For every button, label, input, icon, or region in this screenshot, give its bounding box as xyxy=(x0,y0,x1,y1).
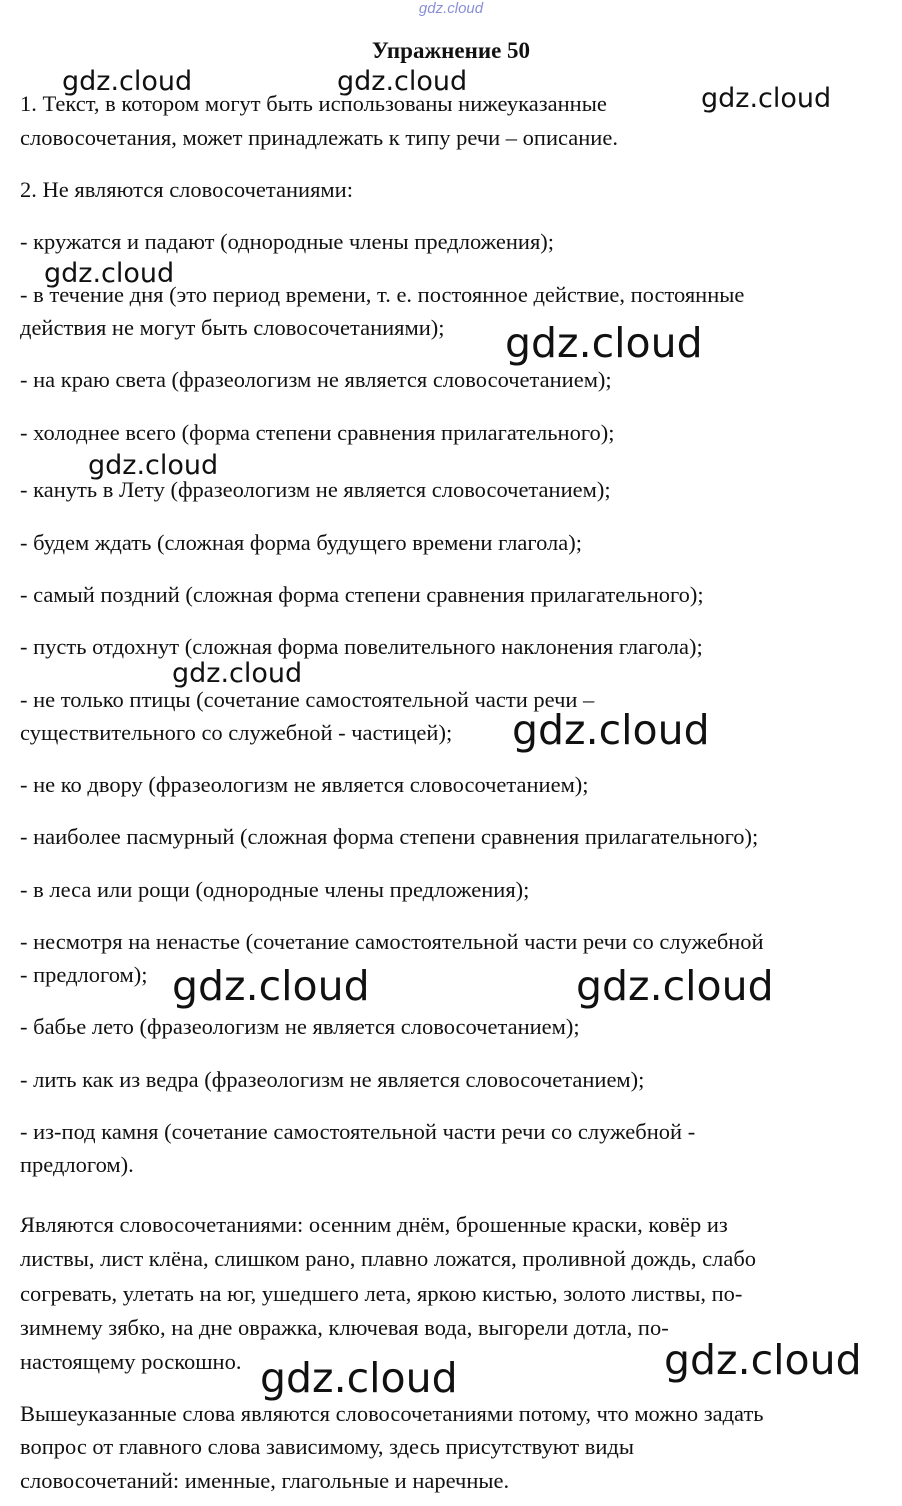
watermark: gdz.cloud xyxy=(512,706,710,754)
watermark: gdz.cloud xyxy=(88,450,219,481)
watermark: gdz.cloud xyxy=(576,962,774,1010)
text-line: зимнему зябко, на дне овражка, ключевая вода, выгорели дотла, по- xyxy=(20,1315,669,1340)
text-line: - наиболее пасмурный (сложная форма степени сравнения прилагательного); xyxy=(20,824,759,849)
site-mark: gdz.cloud xyxy=(418,0,484,17)
watermark: gdz.cloud xyxy=(701,83,832,114)
text-line: листвы, лист клёна, слишком рано, плавно ложатся, проливной дождь, слабо xyxy=(20,1246,757,1271)
text-line: - лить как из ведра (фразеологизм не является словосочетанием); xyxy=(20,1067,645,1092)
text-line: - кружатся и падают (однородные члены предложения); xyxy=(20,229,555,254)
watermark: gdz.cloud xyxy=(337,66,468,97)
watermark: gdz.cloud xyxy=(44,258,175,289)
text-line: - несмотря на ненастье (сочетание самостоятельной части речи со служебной xyxy=(20,929,764,954)
text-line: - кануть в Лету (фразеологизм не является словосочетанием); xyxy=(20,477,611,502)
watermark: gdz.cloud xyxy=(172,658,303,689)
watermark: gdz.cloud xyxy=(172,962,370,1010)
text-line: существительного со служебной - частицей); xyxy=(20,720,453,745)
text-line: - на краю света (фразеологизм не является словосочетанием); xyxy=(20,367,612,392)
text-line: - бабье лето (фразеологизм не является словосочетанием); xyxy=(20,1014,580,1039)
text-line: - в течение дня (это период времени, т. е. постоянное действие, постоянные xyxy=(20,282,745,307)
text-line: предлогом). xyxy=(20,1152,134,1177)
page-title: Упражнение 50 xyxy=(371,38,531,63)
text-line: Вышеуказанные слова являются словосочетаниями потому, что можно задать xyxy=(20,1401,764,1426)
text-line: - пусть отдохнут (сложная форма повелительного наклонения глагола); xyxy=(20,634,703,659)
text-line: - холоднее всего (форма степени сравнения прилагательного); xyxy=(20,420,615,445)
text-line: согревать, улетать на юг, ушедшего лета, яркою кистью, золото листвы, по- xyxy=(20,1281,743,1306)
text-line: - не ко двору (фразеологизм не является словосочетанием); xyxy=(20,772,589,797)
watermark: gdz.cloud xyxy=(664,1336,862,1384)
text-line: - из-под камня (сочетание самостоятельной части речи со служебной - xyxy=(20,1119,696,1144)
text-line: словосочетания, может принадлежать к типу речи – описание. xyxy=(20,125,618,150)
text-line: настоящему роскошно. xyxy=(20,1349,242,1374)
text-line: - в леса или рощи (однородные члены предложения); xyxy=(20,877,530,902)
watermark: gdz.cloud xyxy=(62,66,193,97)
text-line: - не только птицы (сочетание самостоятельной части речи – xyxy=(20,687,595,712)
text-line: действия не могут быть словосочетаниями); xyxy=(20,315,445,340)
text-line: - предлогом); xyxy=(20,962,148,987)
text-line: - самый поздний (сложная форма степени сравнения прилагательного); xyxy=(20,582,704,607)
text-line: 1. Текст, в котором могут быть использованы нижеуказанные xyxy=(20,91,607,116)
text-line: вопрос от главного слова зависимому, здесь присутствуют виды xyxy=(20,1434,634,1459)
watermark: gdz.cloud xyxy=(260,1354,458,1402)
text-line: 2. Не являются словосочетаниями: xyxy=(20,177,353,202)
text-line: словосочетаний: именные, глагольные и наречные. xyxy=(20,1468,510,1493)
watermark: gdz.cloud xyxy=(505,319,703,367)
text-line: - будем ждать (сложная форма будущего времени глагола); xyxy=(20,530,582,555)
text-line: Являются словосочетаниями: осенним днём, брошенные краски, ковёр из xyxy=(20,1212,728,1237)
